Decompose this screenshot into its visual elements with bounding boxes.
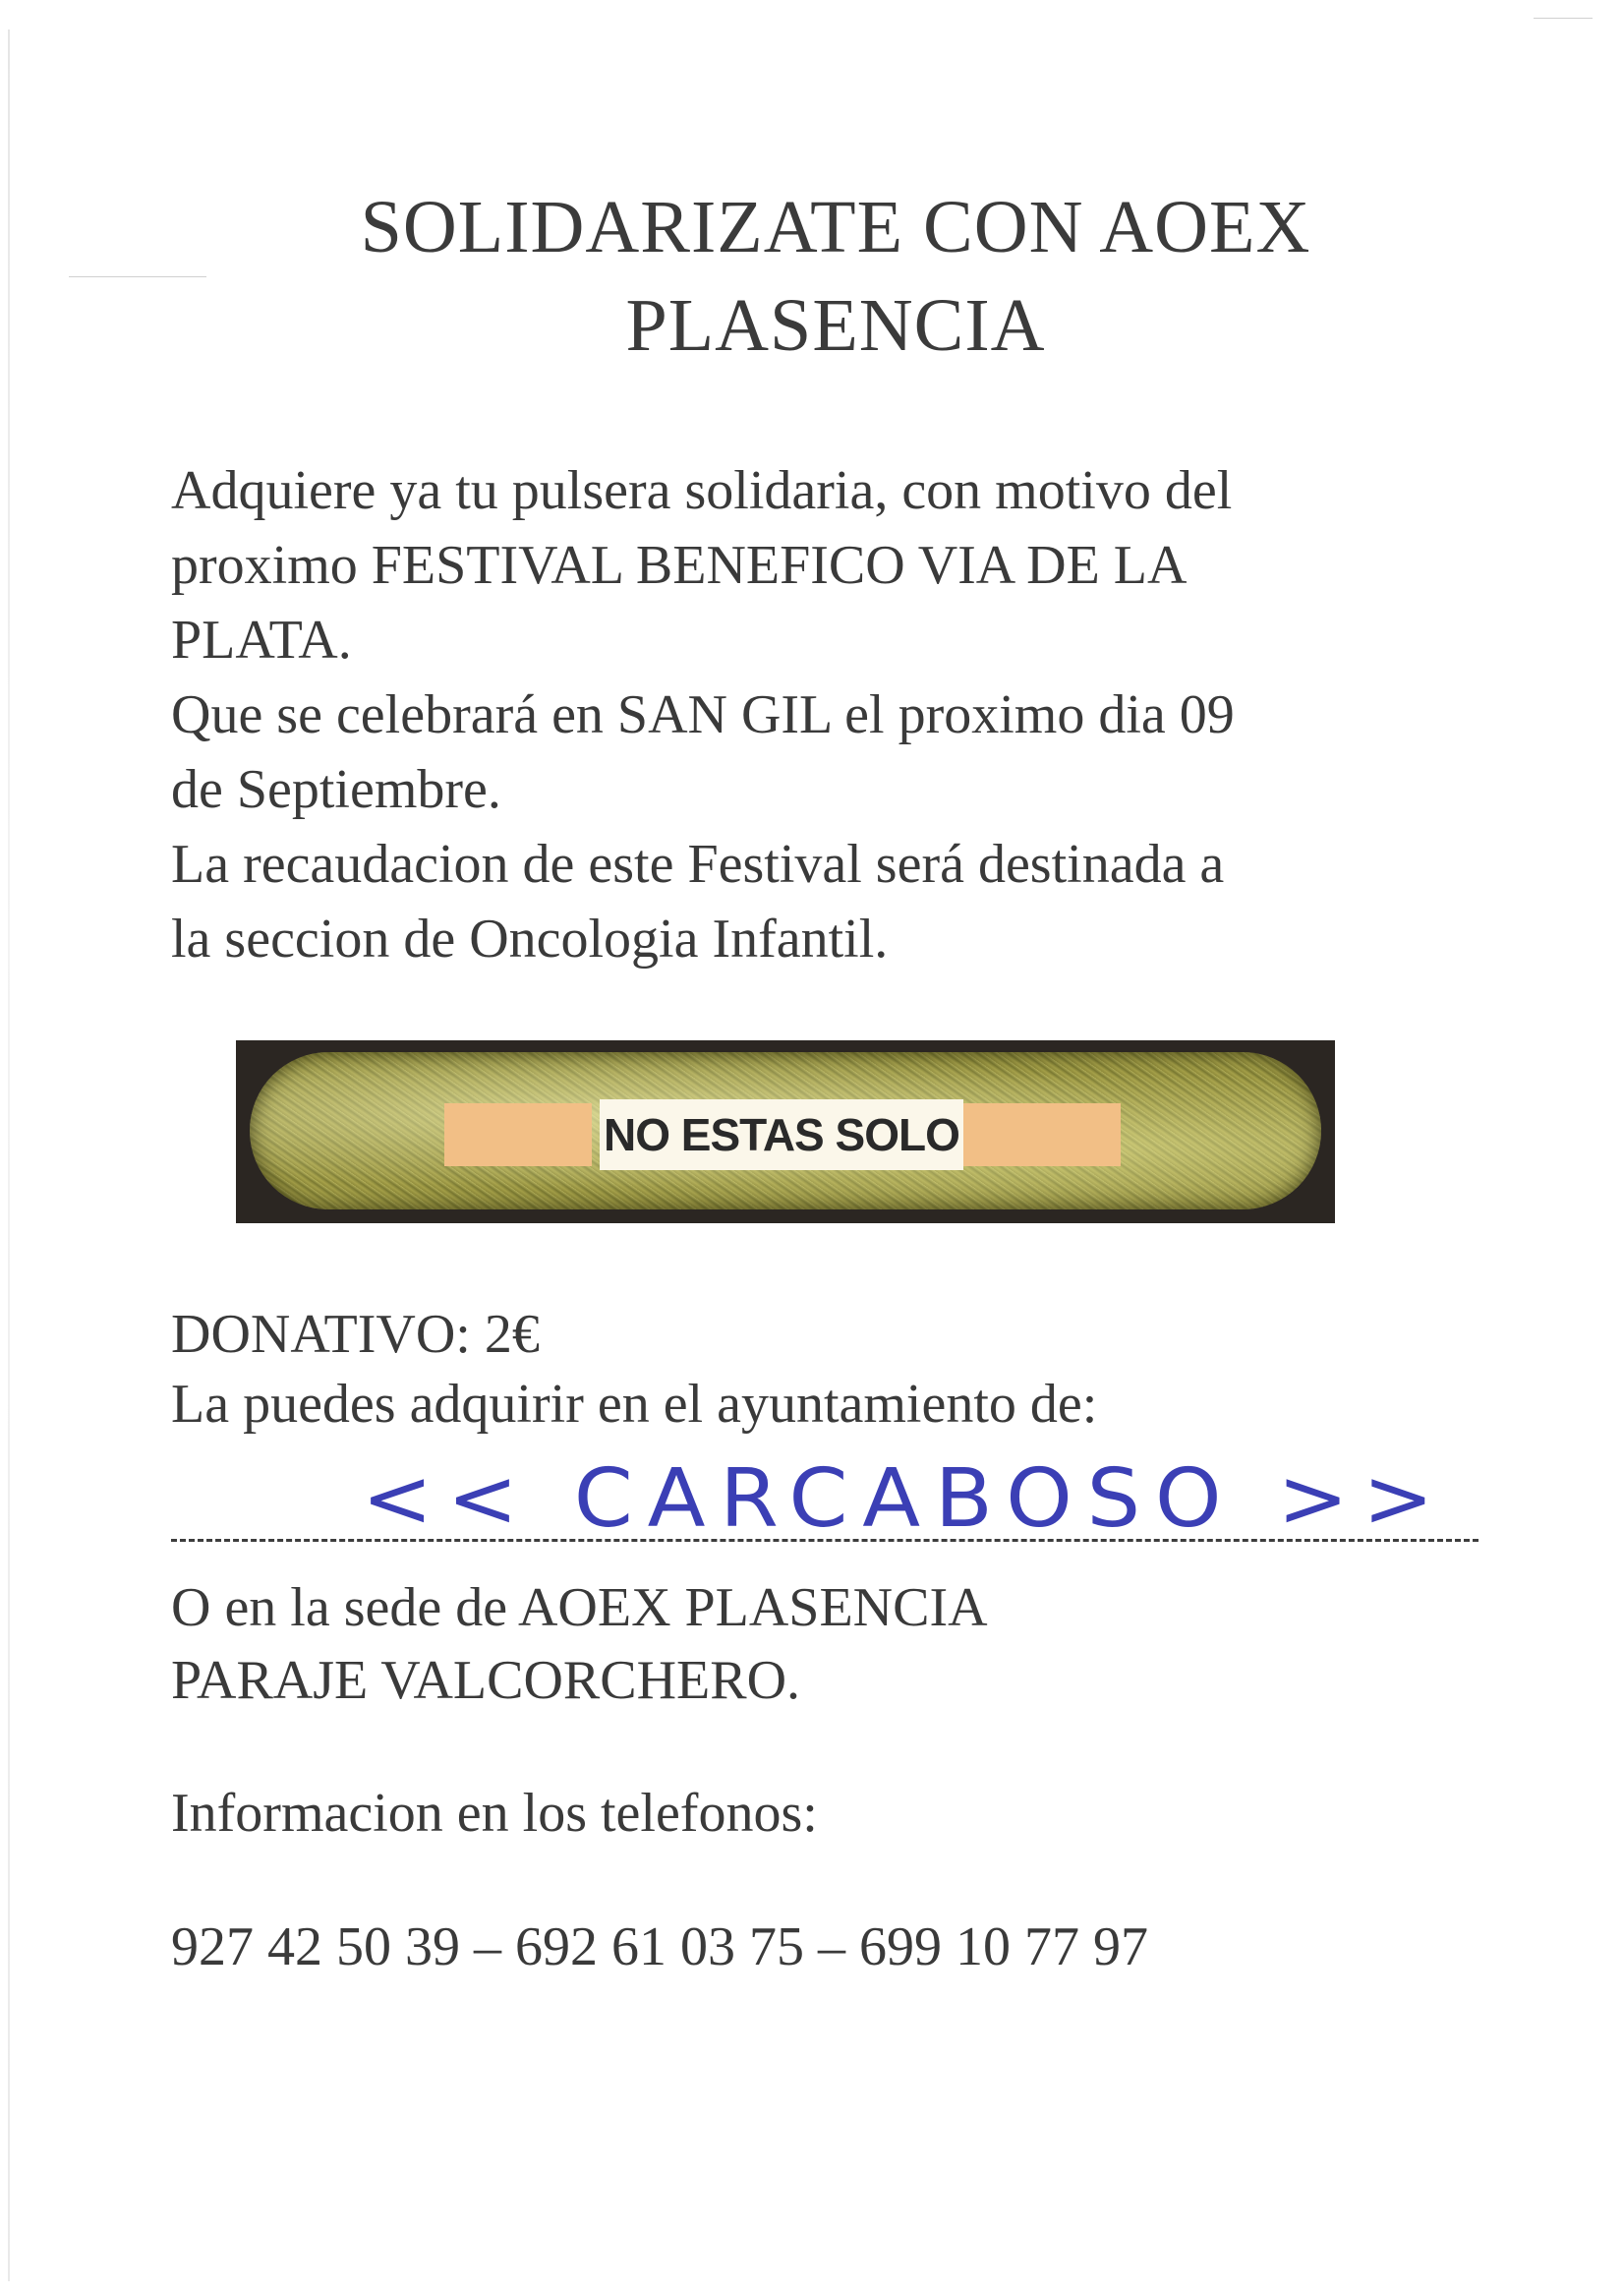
intro-line-2: proximo FESTIVAL BENEFICO VIA DE LA (171, 535, 1188, 596)
intro-line-5: de Septiembre. (171, 759, 501, 820)
intro-line-4: Que se celebrará en SAN GIL el proximo dia 09 (171, 684, 1235, 745)
contact-phones: 927 42 50 39 – 692 61 03 75 – 699 10 77 97 (171, 1916, 1148, 1977)
scan-speck (1534, 18, 1593, 19)
headquarters-line-2: PARAJE VALCORCHERO. (171, 1650, 801, 1711)
bracelet-patch-right (954, 1103, 1121, 1166)
bracelet-patch-left (444, 1103, 592, 1166)
intro-line-6: La recaudacion de este Festival será destinada a (171, 834, 1225, 895)
intro-line-7: la seccion de Oncologia Infantil. (171, 909, 889, 970)
contact-heading: Informacion en los telefonos: (171, 1783, 818, 1844)
handwritten-town: << CARCABOSO >> (362, 1452, 1449, 1546)
page-title-line-1: SOLIDARIZATE CON AOEX (360, 186, 1311, 268)
intro-line-3: PLATA. (171, 610, 352, 671)
donation-where: La puedes adquirir en el ayuntamiento de: (171, 1374, 1098, 1435)
donation-price: DONATIVO: 2€ (171, 1304, 540, 1365)
page-title-line-2: PLASENCIA (625, 284, 1046, 367)
scan-speck (69, 276, 206, 277)
bracelet-label: NO ESTAS SOLO (600, 1099, 963, 1170)
headquarters-line-1: O en la sede de AOEX PLASENCIA (171, 1577, 988, 1638)
scan-edge (8, 29, 10, 2281)
fill-in-dashed-line (171, 1539, 1478, 1542)
intro-line-1: Adquiere ya tu pulsera solidaria, con motivo del (171, 460, 1233, 521)
